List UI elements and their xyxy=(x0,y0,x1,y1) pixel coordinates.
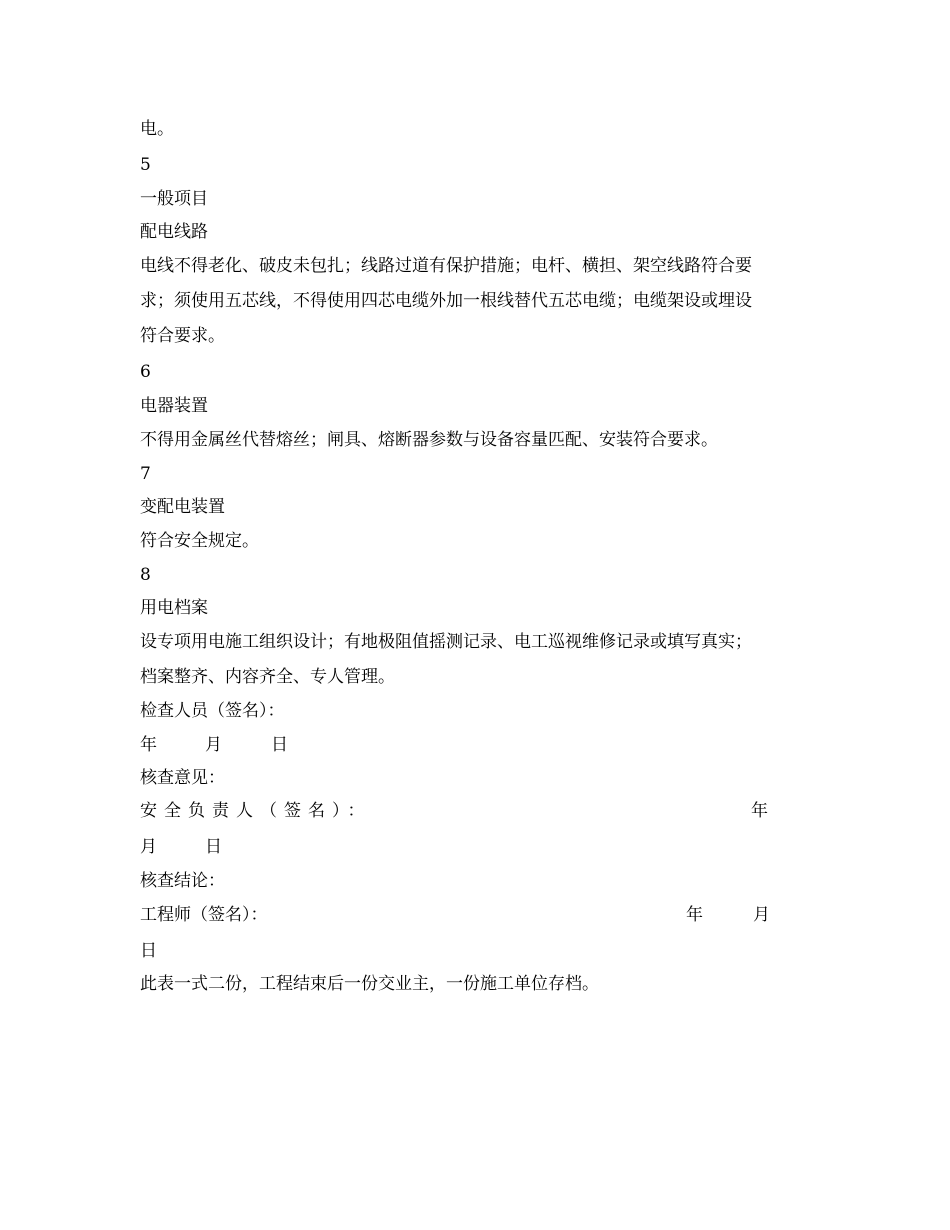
requirement-substation: 符合安全规定。 xyxy=(140,531,259,551)
review-conclusion-label: 核查结论： xyxy=(140,871,225,891)
requirement-electrical-devices: 不得用金属丝代替熔丝；闸具、熔断器参数与设备容量匹配、安装符合要求。 xyxy=(140,430,718,450)
review-opinion-label: 核查意见： xyxy=(140,768,225,788)
engineer-signature-label: 工程师（签名）： xyxy=(140,905,268,925)
item-title-distribution-lines: 配电线路 xyxy=(140,222,208,242)
item-number-8: 8 xyxy=(140,565,151,585)
requirement-line-2: 求；须使用五芯线，不得使用四芯电缆外加一根线替代五芯电缆；电缆架设或埋设 xyxy=(140,291,752,311)
item-title-power-records: 用电档案 xyxy=(140,598,208,618)
item-title-electrical-devices: 电器装置 xyxy=(140,396,208,416)
engineer-date-month: 月 xyxy=(753,905,770,925)
text-line-dian: 电。 xyxy=(140,119,174,139)
safety-officer-signature-label: 安全负责人（签名）： xyxy=(140,801,372,821)
inspector-date-year: 年 xyxy=(140,735,157,755)
engineer-date-day: 日 xyxy=(140,941,157,961)
inspector-signature-label: 检查人员（签名）： xyxy=(140,701,285,721)
engineer-date-year: 年 xyxy=(686,905,703,925)
item-number-6: 6 xyxy=(140,362,151,382)
inspector-date-month: 月 xyxy=(205,735,222,755)
requirement-records-line-2: 档案整齐、内容齐全、专人管理。 xyxy=(140,667,395,687)
form-footnote: 此表一式二份，工程结束后一份交业主，一份施工单位存档。 xyxy=(140,974,599,994)
inspector-date-day: 日 xyxy=(271,735,288,755)
item-title-substation: 变配电装置 xyxy=(140,497,225,517)
safety-date-day: 日 xyxy=(205,837,222,857)
item-number-5: 5 xyxy=(140,155,151,175)
category-general-items: 一般项目 xyxy=(140,189,208,209)
safety-date-month: 月 xyxy=(140,837,157,857)
safety-date-year: 年 xyxy=(751,801,768,821)
requirement-line-1: 电线不得老化、破皮未包扎；线路过道有保护措施；电杆、横担、架空线路符合要 xyxy=(140,256,752,276)
requirement-records-line-1: 设专项用电施工组织设计；有地极阻值摇测记录、电工巡视维修记录或填写真实； xyxy=(140,632,752,652)
requirement-line-3: 符合要求。 xyxy=(140,326,225,346)
item-number-7: 7 xyxy=(140,464,151,484)
